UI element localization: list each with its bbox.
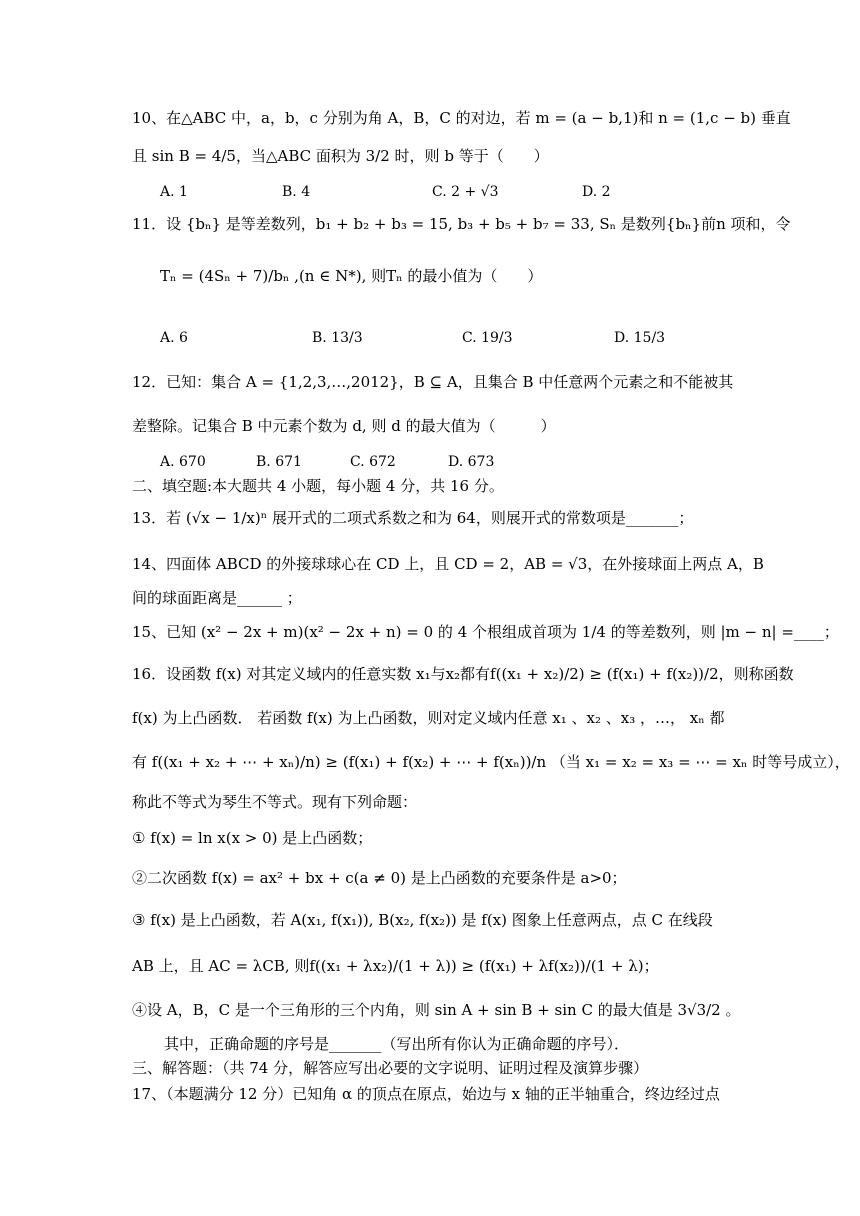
q13-line: 13．若 (√x − 1/x)ⁿ 展开式的二项式系数之和为 64，则展开式的常数项是_______；	[132, 509, 694, 527]
q17-line: 17、（本题满分 12 分）已知角 α 的顶点在原点，始边与 x 轴的正半轴重合，终边经过点	[132, 1085, 720, 1103]
q16-line1: 16．设函数 f(x) 对其定义域内的任意实数 x₁与x₂都有f((x₁ + x₂)/2) ≥ (f(x₁) + f(x₂))/2，则称函数	[132, 665, 794, 683]
q14-line2: 间的球面距离是______ ；	[132, 589, 302, 607]
q10-option-c: C. 2 + √3	[432, 184, 499, 200]
q16-proposition-1: ① f(x) = ln x(x > 0) 是上凸函数；	[132, 829, 373, 847]
q12-option-a: A. 670	[160, 454, 206, 470]
q11-option-c: C. 19/3	[462, 330, 513, 346]
q12-option-d: D. 673	[448, 454, 495, 470]
q16-line3: 有 f((x₁ + x₂ + ⋯ + xₙ)/n) ≥ (f(x₁) + f(x₂) + ⋯ + f(xₙ))/n （当 x₁ = x₂ = x₃ = ⋯ = xₙ 时等号成立），	[132, 753, 850, 771]
q10-line2: 且 sin B = 4/5，当△ABC 面积为 3/2 时，则 b 等于（ ）	[132, 147, 549, 165]
q15-line: 15、已知 (x² − 2x + m)(x² − 2x + n) = 0 的 4 个根组成首项为 1/4 的等差数列，则 |m − n| =____；	[132, 623, 839, 641]
q11-option-b: B. 13/3	[312, 330, 363, 346]
q16-proposition-2: ②二次函数 f(x) = ax² + bx + c(a ≠ 0) 是上凸函数的充要条件是 a>0；	[132, 869, 627, 887]
q11-option-a: A. 6	[160, 330, 188, 346]
q12-line2: 差整除。记集合 B 中元素个数为 d, 则 d 的最大值为（ ）	[132, 417, 556, 435]
q16-proposition-4: ④设 A，B，C 是一个三角形的三个内角，则 sin A + sin B + sin C 的最大值是 3√3/2 。	[132, 1001, 741, 1019]
q10-option-b: B. 4	[282, 184, 311, 200]
q16-proposition-3b: AB 上，且 AC = λCB, 则f((x₁ + λx₂)/(1 + λ)) ≥ (f(x₁) + λf(x₂))/(1 + λ)；	[132, 957, 659, 975]
q14-line1: 14、四面体 ABCD 的外接球球心在 CD 上，且 CD = 2，AB = √3，在外接球面上两点 A，B	[132, 555, 764, 573]
q12-option-b: B. 671	[256, 454, 302, 470]
q10-option-d: D. 2	[582, 184, 611, 200]
section-2-heading: 二、填空题:本大题共 4 小题，每小题 4 分，共 16 分。	[132, 477, 504, 495]
q16-line4: 称此不等式为琴生不等式。现有下列命题：	[132, 793, 418, 811]
q16-proposition-3a: ③ f(x) 是上凸函数，若 A(x₁, f(x₁)), B(x₂, f(x₂)) 是 f(x) 图象上任意两点，点 C 在线段	[132, 911, 713, 929]
q10-option-a: A. 1	[160, 184, 188, 200]
q12-option-c: C. 672	[350, 454, 396, 470]
q11-option-d: D. 15/3	[614, 330, 666, 346]
q11-line2: Tₙ = (4Sₙ + 7)/bₙ ,(n ∈ N*), 则Tₙ 的最小值为（ ）	[160, 267, 543, 285]
q12-line1: 12．已知：集合 A = {1,2,3,…,2012}，B ⊆ A，且集合 B 中任意两个元素之和不能被其	[132, 373, 734, 391]
q16-line2: f(x) 为上凸函数． 若函数 f(x) 为上凸函数，则对定义域内任意 x₁ 、x₂ 、x₃ ，…， xₙ 都	[132, 709, 725, 727]
section-3-heading: 三、解答题：（共 74 分，解答应写出必要的文字说明、证明过程及演算步骤）	[132, 1059, 649, 1077]
q10-line1: 10、在△ABC 中，a，b，c 分别为角 A，B，C 的对边，若 m = (a − b,1)和 n = (1,c − b) 垂直	[132, 109, 791, 127]
q11-line1: 11．设 {bₙ} 是等差数列，b₁ + b₂ + b₃ = 15, b₃ + b₅ + b₇ = 33, Sₙ 是数列{bₙ}前n 项和，令	[132, 215, 791, 233]
q16-answer-prompt: 其中，正确命题的序号是_______（写出所有你认为正确命题的序号）．	[164, 1035, 630, 1053]
